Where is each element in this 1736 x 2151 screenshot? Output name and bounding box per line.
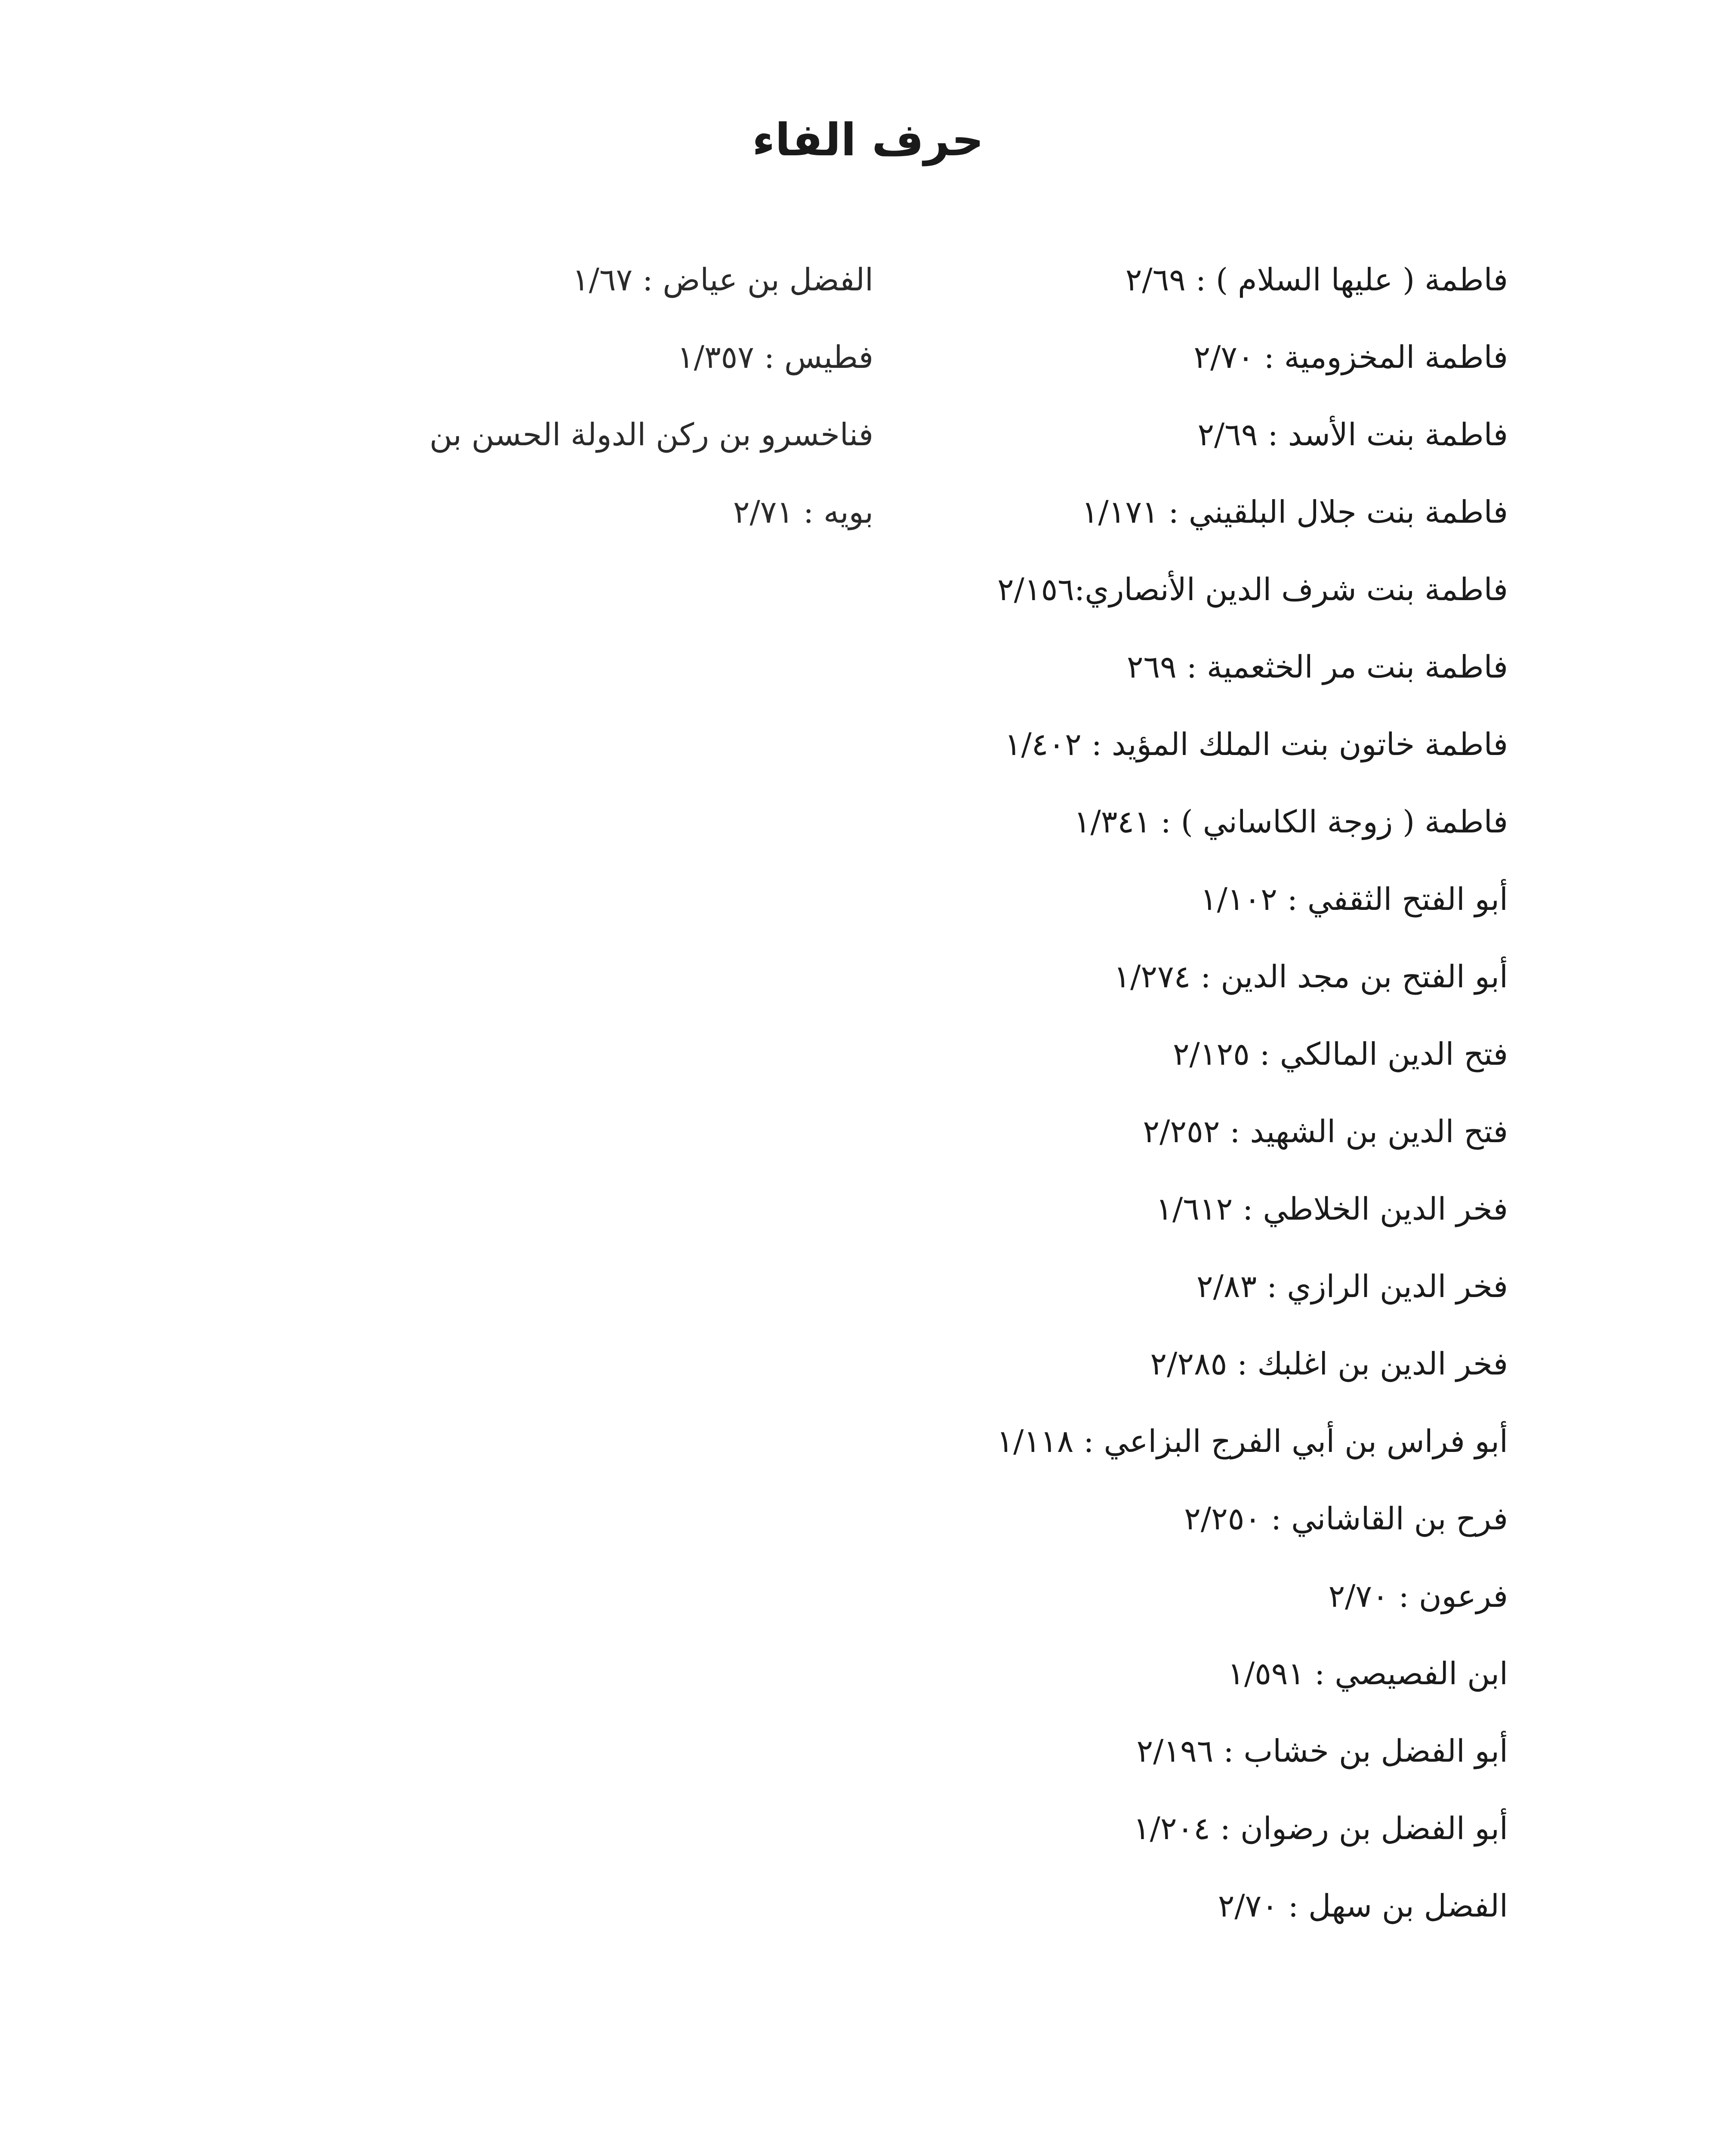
index-entry: فتح الدين بن الشهيد : ٢/٢٥٢ <box>1143 1113 1508 1149</box>
index-entry: فخر الدين بن اغلبك : ٢/٢٨٥ <box>1150 1346 1508 1382</box>
index-entry: أبو فراس بن أبي الفرج البزاعي : ١/١١٨ <box>996 1423 1508 1459</box>
index-entry: فطيس : ١/٣٥٧ <box>677 339 873 375</box>
index-entry: فاطمة بنت شرف الدين الأنصاري:٢/١٥٦ <box>997 571 1508 607</box>
index-entry: فرح بن القاشاني : ٢/٢٥٠ <box>1184 1501 1508 1537</box>
index-entry: ابن الفصيصي : ١/٥٩١ <box>1227 1655 1508 1692</box>
index-entry: فخر الدين الخلاطي : ١/٦١٢ <box>1156 1191 1508 1227</box>
index-entry: بويه : ٢/٧١ <box>733 494 873 530</box>
index-entry: أبو الفتح بن مجد الدين : ١/٢٧٤ <box>1113 958 1508 995</box>
index-entry: فاطمة بنت مر الخثعمية : ٢٦٩ <box>1126 649 1508 685</box>
index-entry: فاطمة بنت جلال البلقيني : ١/١٧١ <box>1081 494 1508 530</box>
index-entry: الفضل بن عياض : ١/٦٧ <box>572 262 873 298</box>
index-entry: فتح الدين المالكي : ٢/١٢٥ <box>1172 1036 1508 1072</box>
index-entry: أبو الفتح الثقفي : ١/١٠٢ <box>1200 881 1508 917</box>
index-entry: أبو الفضل بن خشاب : ٢/١٩٦ <box>1136 1733 1508 1769</box>
index-entry: الفضل بن سهل : ٢/٧٠ <box>1218 1888 1508 1924</box>
index-entry: فاطمة المخزومية : ٢/٧٠ <box>1193 339 1508 375</box>
index-entry: فخر الدين الرازي : ٢/٨٣ <box>1196 1268 1508 1304</box>
index-entry: فاطمة بنت الأسد : ٢/٦٩ <box>1197 416 1508 453</box>
index-entry: فناخسرو بن ركن الدولة الحسن بن <box>429 416 873 453</box>
index-column-left <box>228 241 873 551</box>
index-entry: فاطمة ( زوجة الكاساني ) : ١/٣٤١ <box>1073 804 1508 840</box>
index-entry: فاطمة ( عليها السلام ) : ٢/٦٩ <box>1125 262 1508 298</box>
index-entry: فاطمة خاتون بنت الملك المؤيد : ١/٤٠٢ <box>1004 726 1508 762</box>
index-entry: فرعون : ٢/٧٠ <box>1328 1578 1508 1614</box>
page-title: حرف الفاء <box>752 114 984 166</box>
index-entry: أبو الفضل بن رضوان : ١/٢٠٤ <box>1133 1810 1508 1846</box>
